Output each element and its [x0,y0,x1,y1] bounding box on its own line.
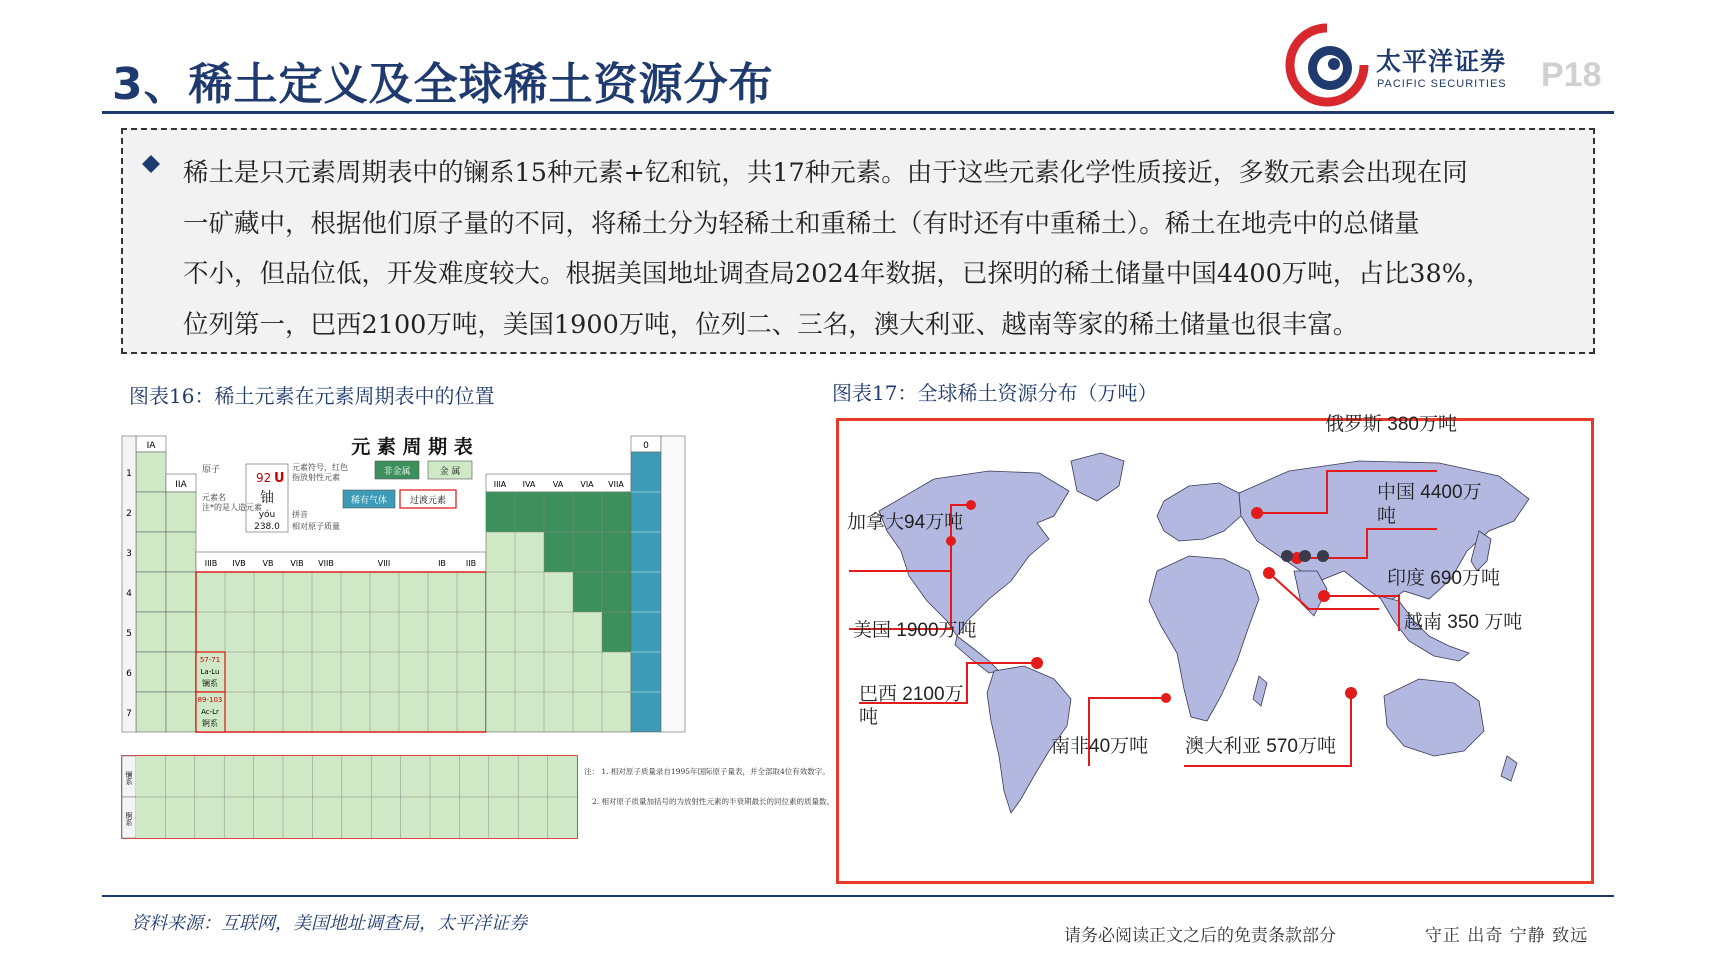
figure17-caption: 图表17：全球稀土资源分布（万吨） [832,381,1158,405]
slide-title: 3、稀土定义及全球稀土资源分布 [112,59,774,110]
svg-text:IVB: IVB [232,559,246,568]
label-brazil-line2: 吨 [859,707,879,728]
intro-line-1: 稀土是只元素周期表中的镧系15种元素+钇和钪，共17种元素。由于这些元素化学性质接近，多数元素会出现在同 [183,158,1468,188]
svg-text:0: 0 [643,441,649,451]
intro-line-2: 一矿藏中，根据他们原子量的不同，将稀土分为轻稀土和重稀土（有时还有中重稀土）。稀土在地壳中的总储量 [183,208,1420,239]
svg-text:IA: IA [146,441,156,451]
south-africa-marker [1161,693,1171,703]
label-russia: 俄罗斯 380万吨 [1325,414,1457,435]
label-usa: 美国 1900万吨 [853,620,977,641]
logo-chinese-name: 太平洋证券 [1376,47,1507,76]
svg-text:IVA: IVA [522,480,536,489]
europe-landmass [1157,483,1241,541]
svg-text:VIA: VIA [580,480,594,489]
logo-english-name: PACIFIC SECURITIES [1377,78,1507,90]
vietnam-marker [1318,590,1330,602]
period-number-column [122,436,136,732]
svg-text:1: 1 [126,469,132,479]
intro-box [121,128,1595,354]
india-marker [1263,567,1275,579]
svg-text:5: 5 [126,629,132,639]
canada-marker [966,500,976,510]
svg-text:镧系: 镧系 [202,679,218,688]
svg-text:4: 4 [126,589,132,599]
diamond-bullet-icon [141,154,161,174]
transition-metals-block [196,552,486,732]
svg-text:铀: 铀 [260,490,274,506]
svg-text:原子: 原子 [202,465,221,475]
svg-text:IIIA: IIIA [493,480,507,489]
svg-text:相对原子质量: 相对原子质量 [292,522,340,531]
intro-line-3: 不小，但品位低，开发难度较大。根据美国地址调查局2024年数据，已探明的稀土储量中国4400万吨，占比38%， [183,259,1492,289]
svg-text:VIB: VIB [290,559,304,568]
label-vietnam: 越南 350 万吨 [1404,612,1523,633]
svg-text:注： 1. 相对原子质量录自1995年国际原子量表，并全部: 注： 1. 相对原子质量录自1995年国际原子量表，并全部取4位有效数字。 [584,767,830,776]
intro-line-4: 位列第一，巴西2100万吨，美国1900万吨，位列二、三名，澳大利亚、越南等家的稀土储量也很丰富。 [183,309,1359,340]
figure16-caption: 图表16：稀土元素在元素周期表中的位置 [129,384,495,408]
svg-text:注*的是人造元素: 注*的是人造元素 [202,503,262,512]
svg-text:89-103: 89-103 [197,696,223,704]
footer-divider [102,895,1614,897]
svg-text:过渡元素: 过渡元素 [409,496,447,506]
label-china-line1: 中国 4400万 [1377,482,1482,503]
svg-text:镧系: 镧系 [125,771,133,785]
intro-paragraph [183,148,1569,350]
periodic-table-title: 元 素 周 期 表 [351,436,473,458]
svg-text:元素名: 元素名 [202,493,226,502]
group-iia-column [166,474,196,732]
disclaimer-note: 请务必阅读正文之后的免责条款部分 [1064,926,1336,946]
svg-text:IIB: IIB [465,559,477,568]
svg-text:yóu: yóu [258,510,276,520]
page-number: P18 [1541,56,1602,94]
svg-text:3: 3 [126,549,132,559]
madagascar-landmass [1253,676,1267,706]
svg-text:VIIA: VIIA [608,480,624,489]
svg-text:锕系: 锕系 [202,719,218,728]
svg-text:元素符号，红色: 元素符号，红色 [292,463,348,472]
label-south-africa: 南非40万吨 [1051,736,1149,757]
svg-text:IIIB: IIIB [204,559,218,568]
title-divider [102,111,1614,114]
company-motto: 守正 出奇 宁静 致远 [1425,926,1589,946]
svg-text:拼音: 拼音 [292,510,308,519]
svg-text:稀有气体: 稀有气体 [350,496,388,506]
periodic-table [122,426,835,881]
svg-text:La-Lu: La-Lu [200,668,220,676]
svg-text:2. 相对原子质量加括号的为放射性元素的半衰期最长的同位素的: 2. 相对原子质量加括号的为放射性元素的半衰期最长的同位素的质量数。 [592,797,835,806]
greenland-landmass [1071,453,1124,501]
brazil-marker [1031,657,1043,669]
new-zealand-landmass [1501,756,1517,781]
svg-text:57-71: 57-71 [199,656,221,664]
lanthanide-actinide-block [122,756,577,838]
label-canada: 加拿大94万吨 [847,512,964,533]
svg-text:Ac-Lr: Ac-Lr [201,708,219,716]
label-india: 印度 690万吨 [1387,568,1500,589]
label-australia: 澳大利亚 570万吨 [1185,736,1336,757]
group-0-column [631,436,685,732]
svg-text:VIIB: VIIB [318,559,334,568]
svg-text:IIA: IIA [175,480,187,490]
svg-text:U: U [274,471,285,486]
svg-text:锕系: 锕系 [125,812,133,826]
australia-landmass [1384,679,1484,756]
australia-marker [1345,687,1357,699]
svg-text:2: 2 [126,509,132,519]
svg-text:VA: VA [552,480,564,489]
svg-text:6: 6 [126,669,132,679]
usa-marker [946,536,956,546]
svg-text:指放射性元素: 指放射性元素 [292,473,340,482]
svg-text:92: 92 [256,471,272,485]
svg-text:VB: VB [262,559,274,568]
pacific-securities-logo-icon [1286,24,1368,106]
svg-text:金 属: 金 属 [439,467,461,477]
russia-marker [1251,507,1263,519]
minor-deposit-markers [1281,550,1329,562]
group-ia-column [136,436,166,732]
world-map-frame [836,414,1594,884]
svg-text:VIII: VIII [377,559,391,568]
svg-text:7: 7 [126,709,132,719]
svg-text:238.0: 238.0 [254,522,280,532]
logo [1286,22,1546,108]
svg-text:非金属: 非金属 [383,467,411,477]
north-america-landmass [879,471,1069,636]
label-brazil-line1: 巴西 2100万 [859,684,964,705]
svg-text:IB: IB [438,559,446,568]
source-note: 资料来源：互联网，美国地址调查局，太平洋证券 [131,913,527,934]
label-china-line2: 吨 [1377,506,1397,527]
p-block [486,474,631,732]
